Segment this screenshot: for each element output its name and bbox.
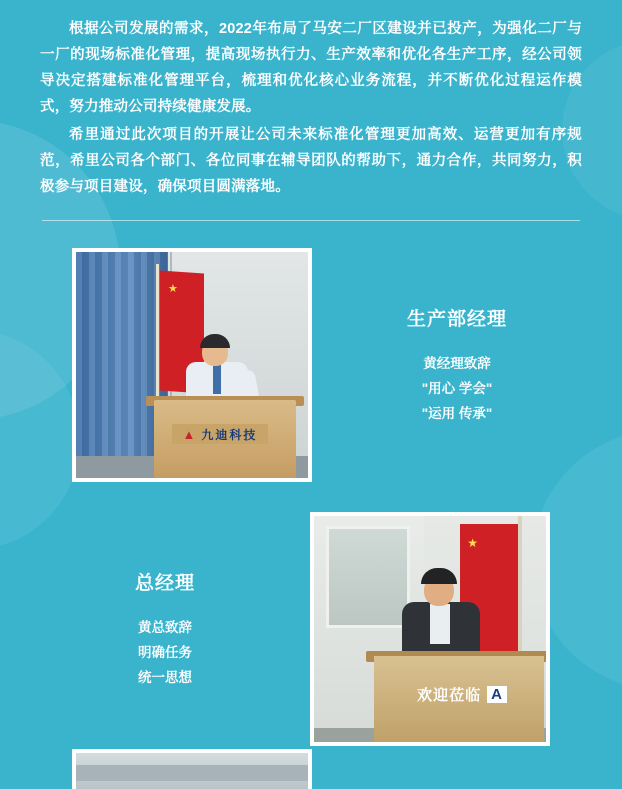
speaker-photo-partial [72,749,312,789]
podium-logo-mark-icon: ▲ [182,426,198,442]
caption-title: 总经理 [134,573,195,594]
photo-scene [76,753,308,789]
caption-line: "运用 传承" [421,406,493,421]
podium-logo-mark-icon: A [487,686,507,703]
flag-star-icon: ★ [467,536,478,550]
photo-scene [314,516,546,742]
podium-logo [400,682,524,706]
flag-star-icon: ★ [168,283,178,295]
caption-line: 明确任务 [138,645,192,660]
caption-line: 黄经理致辞 [423,356,491,371]
caption-line: "用心 学会" [421,381,493,396]
photo-block-partial [0,749,622,789]
podium-logo [172,424,268,444]
photo-scene [76,252,308,478]
caption-line: 统一思想 [138,670,192,685]
article-paragraph: 希里通过此次项目的开展让公司未来标准化管理更加高效、运营更加有序规范，希里公司各个部门、各位同事在辅导团队的帮助下，通力合作，共同努力，积极参与项目建设，确保项目圆满落地。 [40,127,582,195]
photo-caption-block [0,245,622,485]
section-divider [42,220,580,221]
podium-logo-text: 九迪科技 [201,427,258,442]
speaker-photo [310,512,550,746]
photo-caption-block [0,509,622,749]
podium-logo-text: 欢迎莅临 [417,686,482,704]
photo-caption [312,304,602,426]
caption-title: 生产部经理 [406,309,507,330]
photo-caption [20,568,310,690]
caption-line: 黄总致辞 [138,620,192,635]
speaker-photo [72,248,312,482]
article-paragraph: 根据公司发展的需求，2022年布局了马安二厂区建设并已投产，为强化二厂与一厂的现场标准化管理，提高现场执行力、生产效率和优化各生产工序，经公司领导决定搭建标准化管理平台，梳理和优化核心业务流程，并不断优化过程运作模式，努力推动公司持续健康发展。 [40,21,582,115]
article-text-section [0,0,622,200]
